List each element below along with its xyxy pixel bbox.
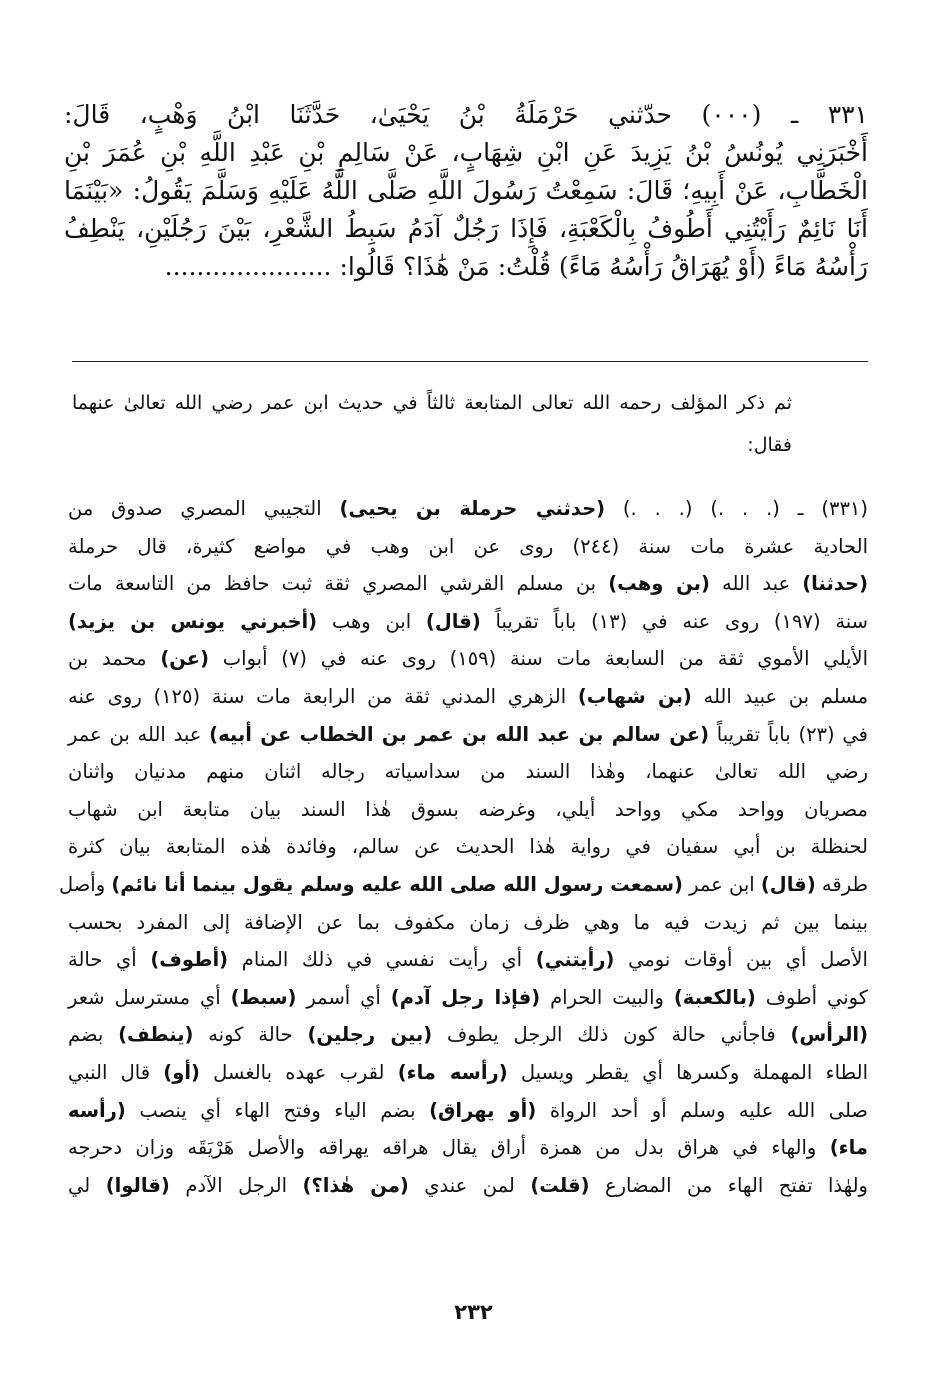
commentary-line: ولهٰذا تفتح الهاء من المضارع (قلت) لمن عندي (من هٰذا؟) الرجل الآدم (قالوا) لي [68,1173,868,1197]
commentary-line: مصريان وواحد مكي وواحد أيلي، وغرضه بسوق هٰذا السند بيان متابعة ابن شهاب [68,797,868,821]
commentary-line: (الرأس) فاجأني حالة كون ذلك الرجل يطوف (بين رجلين) حالة كونه (ينطف) بضم [68,1023,869,1047]
commentary-line: كوني أطوف (بالكعبة) والبيت الحرام (فإذا رجل آدم) أي أسمر (سبط) أي مسترسل شعر [68,985,868,1009]
commentary-line: (حدثنا) عبد الله (بن وهب) بن مسلم القرشي المصري ثقة ثبت حافظ من التاسعة مات [68,572,869,596]
commentary-line: الحادية عشرة مات سنة (٢٤٤) روى عن ابن وهب في مواضع كثيرة، قال حرملة [68,534,868,558]
commentary-line: رضي الله تعالىٰ عنهما، وهٰذا السند من سداسياته رجاله اثنان منهم مدنيان واثنان [68,760,868,784]
commentary-line: الطاء المهملة وكسرها أي يقطر ويسيل (رأسه ماء) لقرب عهده بالغسل (أو) قال النبي [68,1060,868,1084]
hadith-line: ٣٣١ ـ (٠٠٠) حدّثني حَرْمَلَةُ بْنُ يَحْيَىٰ، حَدَّثَنَا ابْنُ وَهْبٍ، قَالَ: [64,100,868,129]
hadith-line: أَخْبَرَنِي يُونُسُ بْنُ يَزِيدَ عَنِ ابْنِ شِهَابٍ، عَنْ سَالِمِ بْنِ عَبْدِ اللَّهِ بْنِ عُمَرَ بْنِ [64,138,868,167]
commentary-line: ماء) والهاء في هراق بدل من همزة أراق يقال هراقه يهراقه والأصل هَرْيَقَه وزان دحرجه [68,1136,868,1160]
commentary-line: الأيلي الأموي ثقة من السابعة مات سنة (١٥٩) روى عنه في (٧) أبواب (عن) محمد بن [68,647,868,671]
commentary-line: بينما بين ثم زيدت فيه ما وهي ظرف زمان مكفوف بما عن الإضافة إلى المفرد بحسب [68,910,868,934]
commentary-line: الأصل أي بين أوقات نومي (رأيتني) أي رأيت نفسي في ذلك المنام (أطوف) أي حالة [68,948,868,972]
commentary-line: صلى الله عليه وسلم أو أحد الرواة (أو يهراق) بضم الياء وفتح الهاء أي ينصب (رأسه [68,1098,868,1122]
hadith-line: أَنَا نَائِمٌ رَأَيْتُنِي أَطُوفُ بِالْكَعْبَةِ، فَإِذَا رَجُلٌ آدَمُ سَبِطُ الشَّعْرِ، بَيْنَ رَجُلَيْنِ، يَنْطِفُ [64,214,868,243]
hadith-matn [64,96,868,286]
commentary-line: في (٢٣) باباً تقريباً (عن سالم بن عبد الله بن عمر بن الخطاب عن أبيه) عبد الله بن عمر [68,722,868,746]
commentary-line: لحنظلة بن أبي سفيان في رواية هٰذا الحديث عن سالم، وفائدة هٰذه المتابعة بيان كثرة [68,835,868,859]
commentary-line: (٣٣١) ـ (. . .) (. . .) (حدثني حرملة بن يحيى) التجيبي المصري صدوق من [68,497,869,520]
separator-rule [72,361,868,362]
commentary-intro: ثم ذكر المؤلف رحمه الله تعالى المتابعة ثالثاً في حديث ابن عمر رضي الله تعالىٰ عنهما فقال: [72,392,792,456]
page-number: ٢٣٢ [454,1300,493,1324]
hadith-text-block [64,96,868,286]
commentary-line: طرقه (قال) ابن عمر (سمعت رسول الله صلى الله عليه وسلم يقول بينما أنا نائم) وأصل [58,872,868,896]
hadith-line: رَأْسُهُ مَاءً (أَوْ يُهَرَاقُ رَأْسُهُ مَاءً) قُلْتُ: مَنْ هَٰذَا؟ قَالُوا: ..................... [164,252,868,281]
commentary-body [58,490,869,1204]
hadith-line: الْخَطَّابِ، عَنْ أَبِيهِ؛ قَالَ: سَمِعْتُ رَسُولَ اللَّهِ صَلَّى اللَّهُ عَلَيْهِ وَسَلَّمَ يَقُولُ: «بَيْنَمَا [64,176,868,205]
commentary-line: سنة (١٩٧) روى عنه في (١٣) باباً تقريباً (قال) ابن وهب (أخبرني يونس بن يزيد) [68,609,868,633]
commentary-line: مسلم بن عبيد الله (بن شهاب) الزهري المدني ثقة من الرابعة مات سنة (١٢٥) روى عنه [68,684,869,708]
